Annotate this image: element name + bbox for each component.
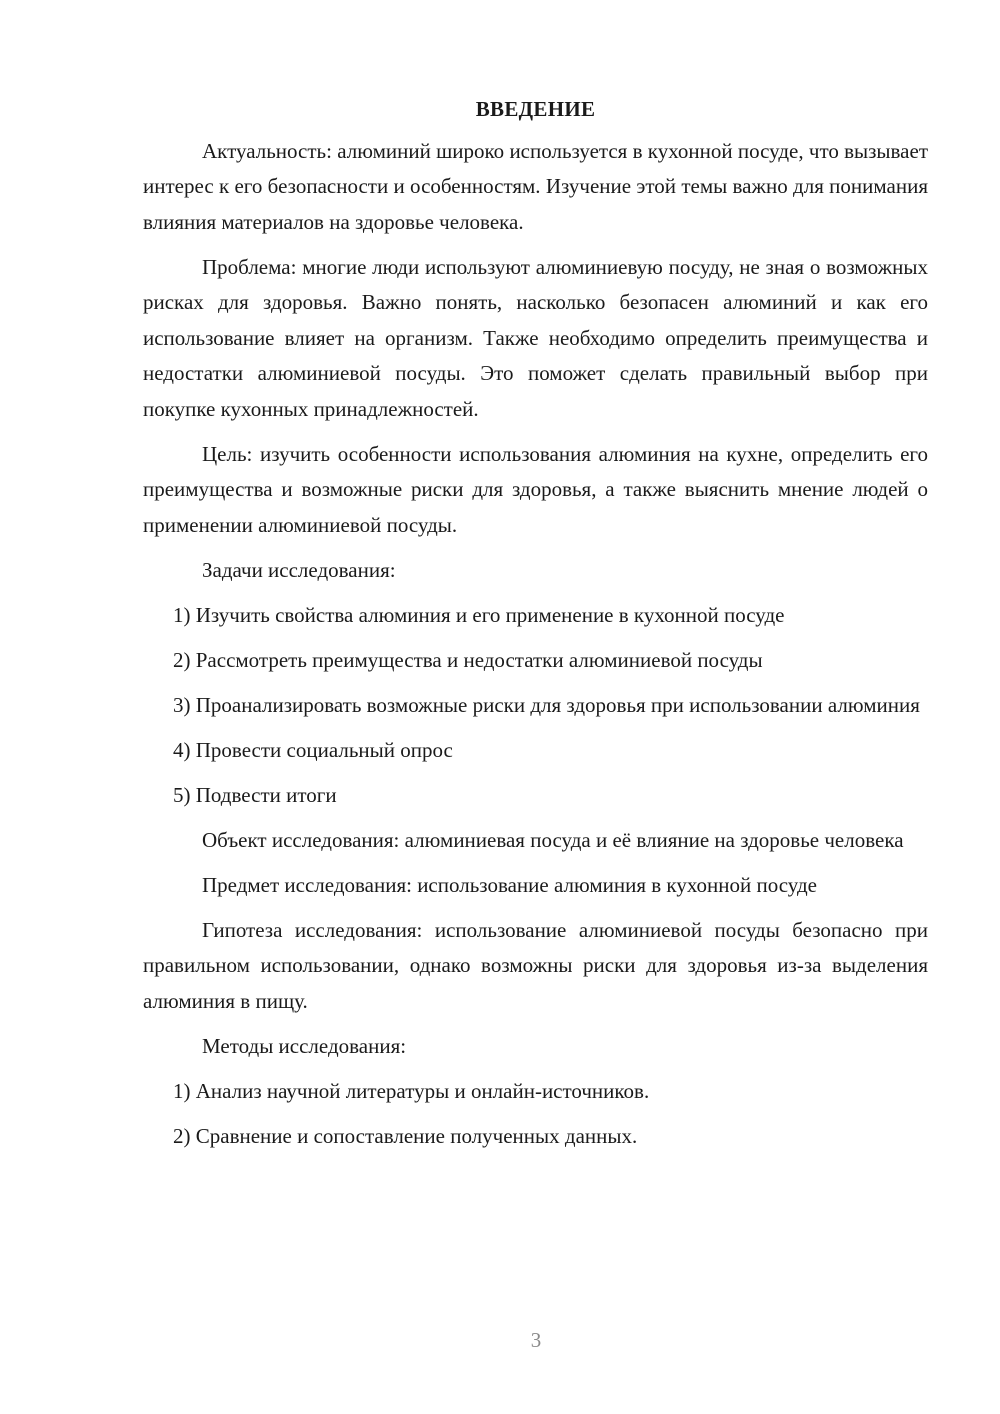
problem-paragraph: Проблема: многие люди используют алюминиевую посуду, не зная о возможных рисках для здоровья. Важно понять, насколько безопасен алюминий и как его использование влияет на организм. Также необходимо определить преимущества и недостатки алюминиевой посуды. Это поможет сделать правильный выбор при покупке кухонных принадлежностей. [143,254,928,421]
hypothesis-paragraph: Гипотеза исследования: использование алюминиевой посуды безопасно при правильном использовании, однако возможны риски для здоровья из-за выделения алюминия в пищу. [143,917,928,1013]
task-item-3: 3) Проанализировать возможные риски для здоровья при использовании алюминия [173,692,920,717]
page-title: ВВЕДЕНИЕ [475,97,596,121]
subject-paragraph: Предмет исследования: использование алюминия в кухонной посуде [202,872,817,897]
task-item-4: 4) Провести социальный опрос [173,737,453,762]
task-item-2: 2) Рассмотреть преимущества и недостатки алюминиевой посуды [173,647,763,672]
page-number: 3 [530,1328,542,1352]
method-item-1: 1) Анализ научной литературы и онлайн-источников. [173,1078,650,1103]
page-content [143,92,928,1164]
method-item-2: 2) Сравнение и сопоставление полученных данных. [173,1123,638,1148]
task-item-5: 5) Подвести итоги [173,782,337,807]
object-paragraph: Объект исследования: алюминиевая посуда и её влияние на здоровье человека [202,827,904,852]
goal-paragraph: Цель: изучить особенности использования алюминия на кухне, определить его преимущества и возможные риски для здоровья, а также выяснить мнение людей о применении алюминиевой посуды. [143,441,928,537]
methods-heading: Методы исследования: [202,1033,407,1058]
tasks-heading: Задачи исследования: [202,557,396,582]
task-item-1: 1) Изучить свойства алюминия и его применение в кухонной посуде [173,602,785,627]
relevance-paragraph: Актуальность: алюминий широко используется в кухонной посуде, что вызывает интерес к его безопасности и особенностям. Изучение этой темы важно для понимания влияния материалов на здоровье человека. [143,138,928,234]
